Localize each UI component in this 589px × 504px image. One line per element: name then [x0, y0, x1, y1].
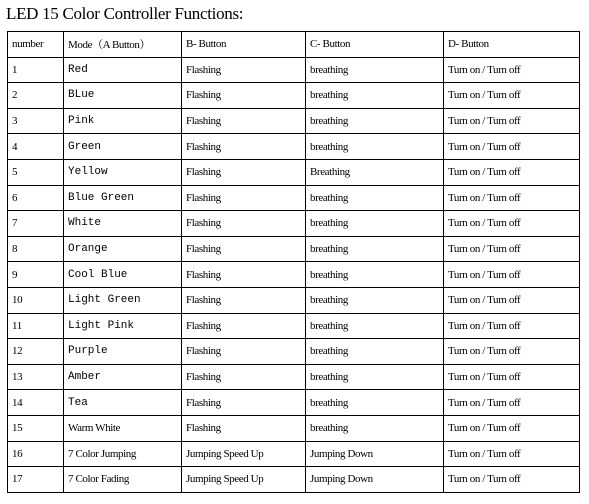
cell-mode: Amber [64, 364, 182, 390]
cell-b-button: Flashing [182, 211, 306, 237]
cell-b-button: Flashing [182, 287, 306, 313]
cell-mode: Pink [64, 108, 182, 134]
cell-number: 2 [8, 83, 64, 109]
table-row [8, 262, 580, 288]
cell-b-button: Flashing [182, 236, 306, 262]
cell-d-button: Turn on / Turn off [444, 262, 580, 288]
table-row [8, 441, 580, 467]
cell-d-button: Turn on / Turn off [444, 83, 580, 109]
cell-number: 15 [8, 415, 64, 441]
cell-d-button: Turn on / Turn off [444, 339, 580, 365]
cell-number: 6 [8, 185, 64, 211]
cell-number: 14 [8, 390, 64, 416]
cell-d-button: Turn on / Turn off [444, 441, 580, 467]
cell-b-button: Flashing [182, 313, 306, 339]
cell-mode: Light Pink [64, 313, 182, 339]
cell-mode: Warm White [64, 415, 182, 441]
cell-c-button: breathing [306, 390, 444, 416]
cell-d-button: Turn on / Turn off [444, 185, 580, 211]
cell-number: 16 [8, 441, 64, 467]
cell-d-button: Turn on / Turn off [444, 134, 580, 160]
cell-number: 3 [8, 108, 64, 134]
table-row [8, 287, 580, 313]
cell-c-button: breathing [306, 313, 444, 339]
header-c-button: C- Button [306, 32, 444, 58]
cell-b-button: Flashing [182, 339, 306, 365]
header-mode: Mode（A Button） [64, 32, 182, 58]
table-row [8, 185, 580, 211]
cell-c-button: breathing [306, 134, 444, 160]
table-header-row [8, 32, 580, 58]
cell-mode: Blue Green [64, 185, 182, 211]
cell-d-button: Turn on / Turn off [444, 159, 580, 185]
cell-number: 13 [8, 364, 64, 390]
cell-d-button: Turn on / Turn off [444, 287, 580, 313]
cell-mode: White [64, 211, 182, 237]
cell-number: 10 [8, 287, 64, 313]
cell-mode: Tea [64, 390, 182, 416]
table-row [8, 108, 580, 134]
cell-mode: Cool Blue [64, 262, 182, 288]
table-row [8, 159, 580, 185]
table-body [8, 57, 580, 492]
cell-d-button: Turn on / Turn off [444, 108, 580, 134]
cell-c-button: breathing [306, 415, 444, 441]
cell-d-button: Turn on / Turn off [444, 415, 580, 441]
cell-b-button: Flashing [182, 57, 306, 83]
cell-number: 8 [8, 236, 64, 262]
cell-b-button: Flashing [182, 390, 306, 416]
cell-number: 1 [8, 57, 64, 83]
cell-mode: 7 Color Jumping [64, 441, 182, 467]
cell-c-button: Jumping Down [306, 441, 444, 467]
table-row [8, 339, 580, 365]
cell-b-button: Flashing [182, 415, 306, 441]
cell-d-button: Turn on / Turn off [444, 57, 580, 83]
header-d-button: D- Button [444, 32, 580, 58]
table-row [8, 313, 580, 339]
cell-c-button: breathing [306, 364, 444, 390]
cell-mode: Orange [64, 236, 182, 262]
cell-b-button: Flashing [182, 262, 306, 288]
cell-d-button: Turn on / Turn off [444, 211, 580, 237]
cell-d-button: Turn on / Turn off [444, 467, 580, 493]
cell-number: 5 [8, 159, 64, 185]
cell-b-button: Flashing [182, 364, 306, 390]
cell-d-button: Turn on / Turn off [444, 364, 580, 390]
cell-mode: Purple [64, 339, 182, 365]
cell-number: 9 [8, 262, 64, 288]
table-row [8, 134, 580, 160]
cell-mode: Red [64, 57, 182, 83]
cell-b-button: Flashing [182, 185, 306, 211]
cell-mode: 7 Color Fading [64, 467, 182, 493]
cell-b-button: Flashing [182, 159, 306, 185]
cell-d-button: Turn on / Turn off [444, 236, 580, 262]
cell-number: 11 [8, 313, 64, 339]
cell-number: 4 [8, 134, 64, 160]
cell-c-button: breathing [306, 236, 444, 262]
table-row [8, 57, 580, 83]
functions-table [7, 31, 580, 493]
cell-c-button: breathing [306, 262, 444, 288]
cell-b-button: Jumping Speed Up [182, 441, 306, 467]
cell-c-button: breathing [306, 287, 444, 313]
cell-c-button: breathing [306, 83, 444, 109]
table-row [8, 415, 580, 441]
cell-b-button: Flashing [182, 83, 306, 109]
cell-mode: Green [64, 134, 182, 160]
table-row [8, 236, 580, 262]
cell-mode: Light Green [64, 287, 182, 313]
cell-c-button: breathing [306, 185, 444, 211]
cell-c-button: breathing [306, 57, 444, 83]
header-b-button: B- Button [182, 32, 306, 58]
cell-number: 7 [8, 211, 64, 237]
cell-d-button: Turn on / Turn off [444, 390, 580, 416]
page-title: LED 15 Color Controller Functions: [6, 4, 244, 23]
header-number: number [8, 32, 64, 58]
cell-b-button: Jumping Speed Up [182, 467, 306, 493]
cell-c-button: breathing [306, 211, 444, 237]
cell-mode: Yellow [64, 159, 182, 185]
table-row [8, 83, 580, 109]
cell-c-button: Breathing [306, 159, 444, 185]
table-row [8, 364, 580, 390]
cell-b-button: Flashing [182, 134, 306, 160]
cell-c-button: breathing [306, 108, 444, 134]
cell-c-button: Jumping Down [306, 467, 444, 493]
cell-d-button: Turn on / Turn off [444, 313, 580, 339]
cell-c-button: breathing [306, 339, 444, 365]
table-row [8, 390, 580, 416]
cell-number: 12 [8, 339, 64, 365]
cell-b-button: Flashing [182, 108, 306, 134]
table-row [8, 211, 580, 237]
table-row [8, 467, 580, 493]
cell-mode: BLue [64, 83, 182, 109]
cell-number: 17 [8, 467, 64, 493]
